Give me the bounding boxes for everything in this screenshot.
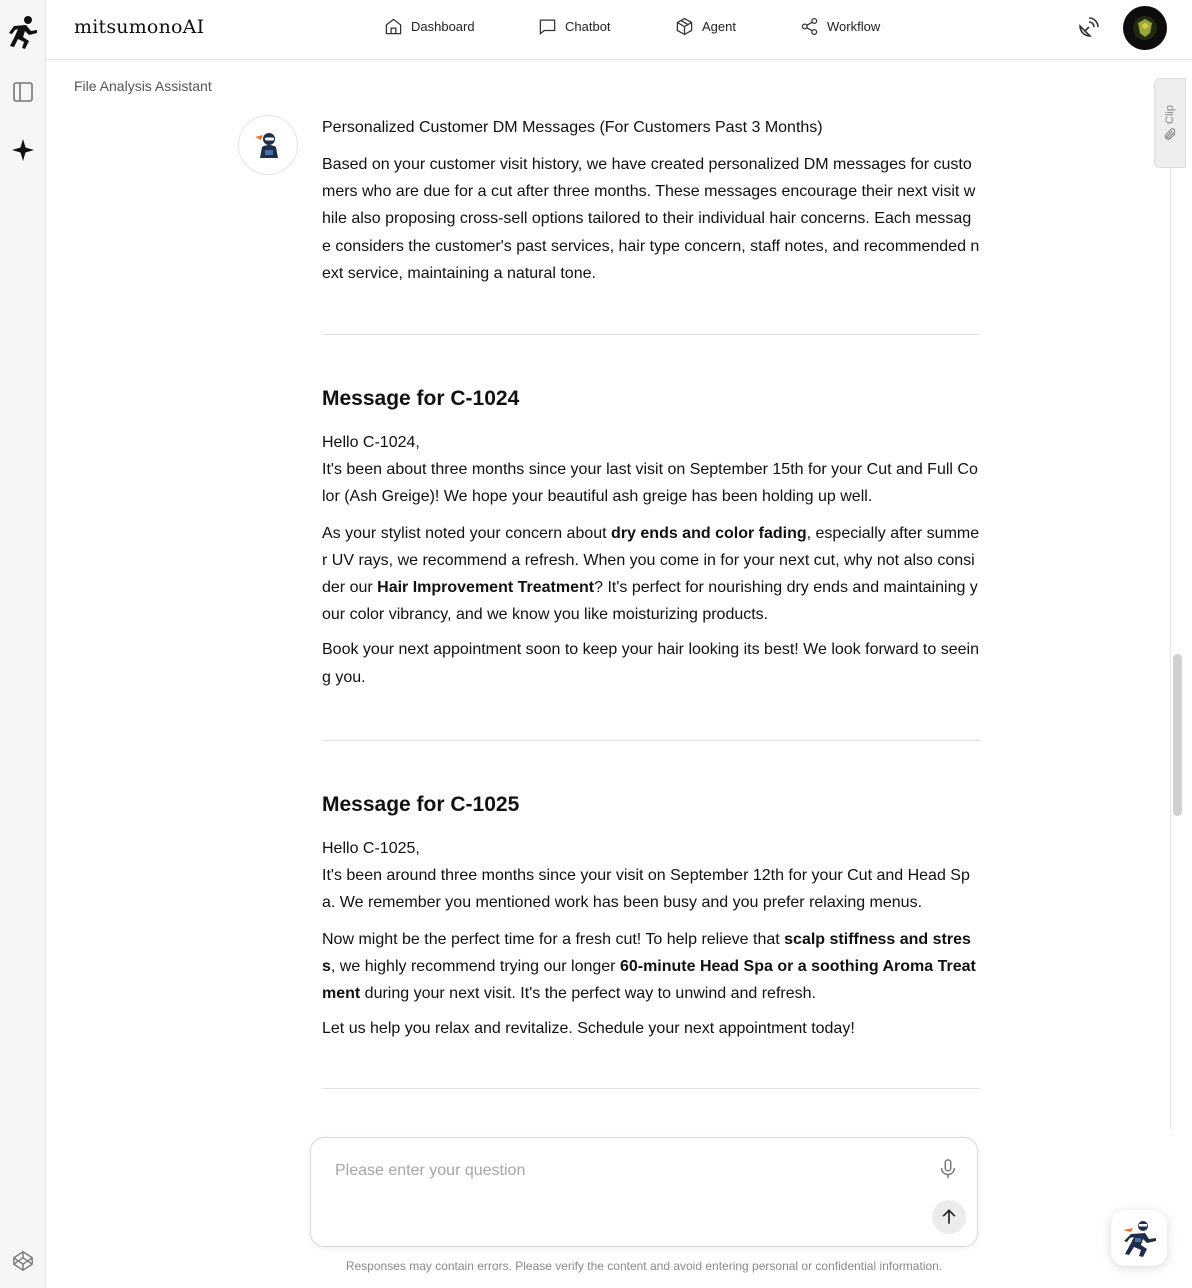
text-run: ? It's perfect for nourishing dry ends and maintaining your color vibrancy, and we know you like moisturizing products. — [322, 579, 978, 624]
ninja-runner-icon — [1119, 1218, 1159, 1258]
text-run: As your stylist noted your concern about — [322, 524, 612, 542]
breadcrumb[interactable]: File Analysis Assistant — [74, 78, 212, 94]
section-heading: Message for C-1025 — [322, 793, 520, 816]
nav-dashboard-label: Dashboard — [411, 19, 475, 34]
microphone-icon[interactable] — [937, 1158, 959, 1185]
clip-tab[interactable] — [1154, 78, 1186, 168]
text-run: , we highly recommend trying our longer — [330, 957, 620, 975]
home-icon — [384, 17, 403, 36]
text-run: , especially after summer UV rays, we recommend a refresh. When you come in for your next cut, why not also consider our — [322, 524, 980, 597]
crosssell-paragraph — [322, 520, 980, 629]
divider — [322, 334, 980, 335]
nav-workflow[interactable] — [800, 17, 880, 36]
paperclip-icon — [1163, 127, 1177, 141]
message-section-c1025 — [322, 740, 980, 1089]
satellite-dish-icon[interactable] — [1076, 16, 1100, 45]
bot-avatar — [238, 115, 298, 175]
divider — [322, 1088, 980, 1089]
message-section-c1024 — [322, 334, 980, 699]
assistant-message — [322, 116, 980, 295]
clip-label: Clip — [1164, 104, 1176, 124]
scrollbar-track — [1170, 168, 1171, 1130]
bold-service: 60-minute Head Spa or a soothing Aroma Treatment — [322, 957, 976, 1003]
chat-icon — [538, 17, 557, 36]
greeting: Hello C-1024, — [322, 434, 420, 451]
crosssell-paragraph — [322, 926, 980, 1008]
send-button[interactable] — [932, 1200, 966, 1234]
section-body — [322, 429, 980, 511]
bold-concern: scalp stiffness and stress — [322, 930, 971, 975]
ninja-bot-icon — [251, 128, 285, 162]
sparkle-icon[interactable] — [0, 138, 46, 162]
visit-line: It's been about three months since your last visit on September 15th for your Cut and Full Color (Ash Greige)! We hope your beautiful ash greige has been holding up well. — [322, 461, 978, 506]
user-avatar[interactable] — [1123, 6, 1167, 50]
arrow-up-icon — [939, 1207, 959, 1227]
codepen-icon[interactable] — [0, 1250, 46, 1272]
share-nodes-icon — [800, 17, 819, 36]
divider — [322, 740, 980, 741]
runner-logo-icon[interactable] — [0, 14, 46, 50]
nav-workflow-label: Workflow — [827, 19, 881, 34]
scrollbar-thumb[interactable] — [1173, 654, 1182, 816]
closing-paragraph: Book your next appointment soon to keep your hair looking its best! We look forward to seeing you. — [322, 641, 979, 686]
disclaimer-text: Responses may contain errors. Please verify the content and avoid entering personal or confidential information. — [345, 1259, 943, 1273]
text-run: during your next visit. It's the perfect way to unwind and refresh. — [360, 985, 816, 1003]
section-body — [322, 835, 980, 917]
nav-agent-label: Agent — [702, 19, 736, 34]
bold-service: Hair Improvement Treatment — [377, 579, 595, 597]
assistant-fab-button[interactable] — [1111, 1210, 1167, 1266]
nav-dashboard[interactable] — [384, 17, 475, 36]
bold-concern: dry ends and color fading — [611, 524, 807, 542]
top-header — [46, 0, 1192, 60]
text-run: Now might be the perfect time for a fresh cut! To help relieve that — [322, 930, 785, 948]
question-input[interactable] — [335, 1158, 925, 1184]
composer — [310, 1137, 978, 1247]
left-rail — [0, 0, 46, 1288]
nav-agent[interactable] — [675, 17, 736, 36]
sidebar-toggle-icon[interactable] — [0, 80, 46, 104]
section-heading: Message for C-1024 — [322, 387, 520, 410]
closing-paragraph: Let us help you relax and revitalize. Schedule your next appointment today! — [322, 1020, 855, 1038]
visit-line: It's been around three months since your visit on September 12th for your Cut and Head Spa. We remember you mentioned work has been busy and you prefer relaxing menus. — [322, 867, 970, 912]
nav-chatbot-label: Chatbot — [565, 19, 611, 34]
nav-chatbot[interactable] — [538, 17, 611, 36]
greeting: Hello C-1025, — [322, 840, 420, 857]
cube-icon — [675, 17, 694, 36]
message-intro: Based on your customer visit history, we have created personalized DM messages for customers who are due for a cut after three months. These messages encourage their next visit while also proposing cross-sell options tailored to their individual hair concerns. Each message considers the customer's past services, hair type concern, staff notes, and recommended next service, maintaining a natural tone. — [322, 156, 980, 282]
brand-name[interactable]: mitsumonoAI — [74, 16, 205, 38]
message-title: Personalized Customer DM Messages (For Customers Past 3 Months) — [322, 119, 823, 136]
